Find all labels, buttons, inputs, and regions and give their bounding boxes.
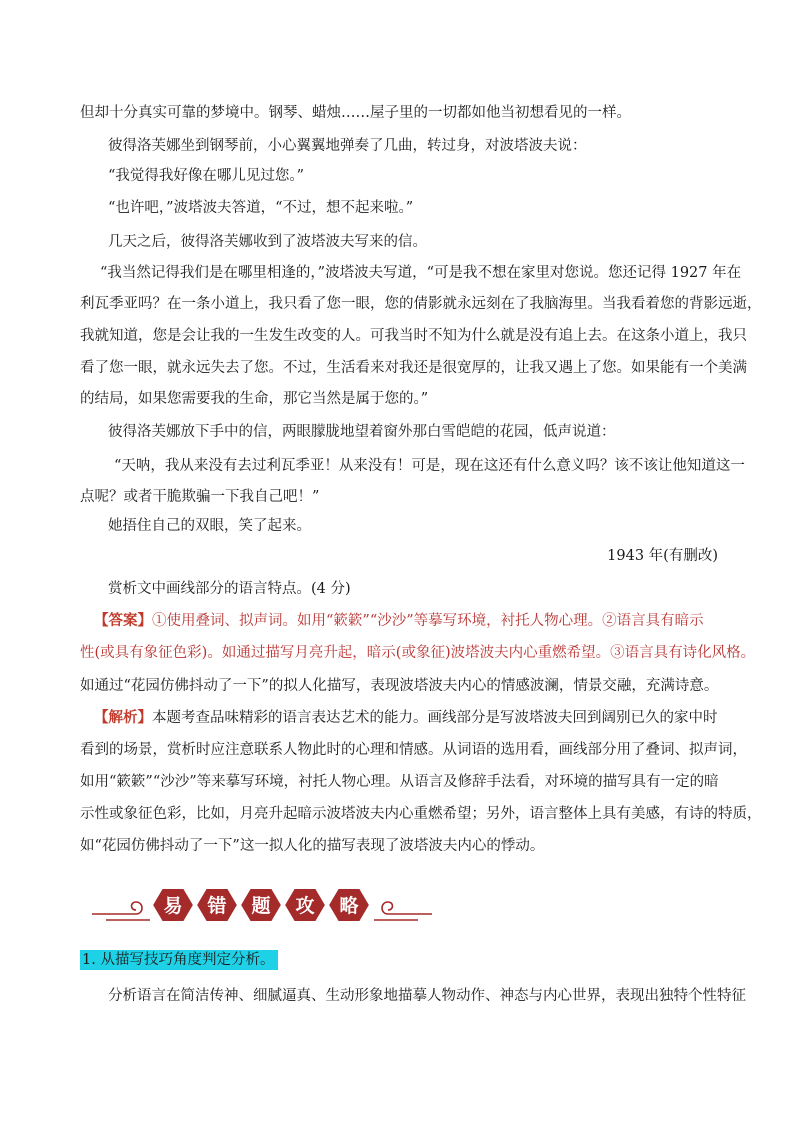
story-dialogue-1: “我觉得我好像在哪儿见过您。” [108, 168, 305, 184]
answer-line-2: 性(或具有象征色彩)。如通过描写月亮升起，暗示(或象征)波塔波夫内心重燃希望。③语言具有诗化风格。 [80, 645, 756, 661]
analysis-line-4: 示性或象征色彩，比如，月亮升起暗示波塔波夫内心重燃希望；另外，语言整体上具有美感，有诗的特质， [80, 806, 762, 822]
story-paragraph-2: 彼得洛芙娜坐到钢琴前，小心翼翼地弹奏了几曲，转过身，对波塔波夫说： [108, 138, 587, 154]
story-dialogue-2: “也许吧，”波塔波夫答道，“不过，想不起来啦。” [108, 200, 414, 216]
banner-char-4: 攻 [295, 895, 315, 917]
banner-right-ornament [374, 902, 432, 920]
analysis-label: 【解析】 [94, 709, 152, 726]
letter-line-5: 的结局，如果您需要我的生命，那它当然是属于您的。” [80, 391, 429, 407]
story-source: 1943 年(有删改) [607, 548, 718, 564]
question-text: 赏析文中画线部分的语言特点。(4 分) [108, 581, 351, 597]
banner-char-5: 略 [339, 895, 359, 917]
answer-label: 【答案】 [94, 612, 152, 629]
section-1-body: 分析语言在简洁传神、细腻逼真、生动形象地描摹人物动作、神态与内心世界，表现出独特个性特征 [108, 988, 746, 1004]
analysis-line-5: 如“花园仿佛抖动了一下”这一拟人化的描写表现了波塔波夫内心的悸动。 [80, 838, 545, 854]
story-paragraph-1: 但却十分真实可靠的梦境中。钢琴、蜡烛……屋子里的一切都如他当初想看见的一样。 [80, 105, 631, 121]
letter-line-4: 看了您一眼，就永远失去了您。不过，生活看来对我还是很宽厚的，让我又遇上了您。如果能有一个美满 [80, 360, 747, 376]
answer-line-1 [94, 611, 734, 631]
analysis-line-1 [94, 708, 734, 728]
story-paragraph-5: 几天之后，彼得洛芙娜收到了波塔波夫写来的信。 [108, 234, 427, 250]
analysis-line-2: 看到的场景，赏析时应注意联系人物此时的心理和情感。从词语的选用看，画线部分用了叠词、拟声词， [80, 742, 747, 758]
analysis-text-1: 本题考查品味精彩的语言表达艺术的能力。画线部分是写波塔波夫回到阔别已久的家中时 [152, 710, 718, 726]
section-1-heading: 1. 从描写技巧角度判定分析。 [80, 950, 278, 970]
error-strategy-banner [92, 876, 432, 934]
letter-line-1: “我当然记得我们是在哪里相逢的，”波塔波夫写道，“可是我不想在家里对您说。您还记得 1927 年在 [100, 265, 742, 281]
letter-line-2: 利瓦季亚吗？在一条小道上，我只看了您一眼，您的倩影就永远刻在了我脑海里。当我看着您的背影远逝， [80, 296, 762, 312]
answer-line-3: 如通过“花园仿佛抖动了一下”的拟人化描写，表现波塔波夫内心的情感波澜，情景交融，充满诗意。 [80, 678, 719, 694]
story-paragraph-6: 彼得洛芙娜放下手中的信，两眼朦胧地望着窗外那白雪皑皑的花园，低声说道： [108, 424, 616, 440]
banner-left-ornament [92, 902, 150, 920]
banner-char-3: 题 [251, 895, 271, 917]
story-paragraph-7: 她捂住自己的双眼，笑了起来。 [108, 518, 311, 534]
exclaim-line-1: “天呐，我从来没有去过利瓦季亚！从来没有！可是，现在这还有什么意义吗？该不该让他知道这一 [114, 458, 745, 474]
banner-char-2: 错 [207, 895, 227, 917]
letter-line-3: 我就知道，您是会让我的一生发生改变的人。可我当时不知为什么就是没有追上去。在这条小道上，我只 [80, 328, 747, 344]
banner-char-1: 易 [163, 895, 183, 917]
answer-text-1: ①使用叠词、拟声词。如用“簌簌”“沙沙”等摹写环境，衬托人物心理。②语言具有暗示 [152, 613, 704, 629]
analysis-line-3: 如用“簌簌”“沙沙”等来摹写环境，衬托人物心理。从语言及修辞手法看，对环境的描写具有一定的暗 [80, 774, 719, 790]
exclaim-line-2: 点呢？或者干脆欺骗一下我自己吧！” [80, 489, 320, 505]
